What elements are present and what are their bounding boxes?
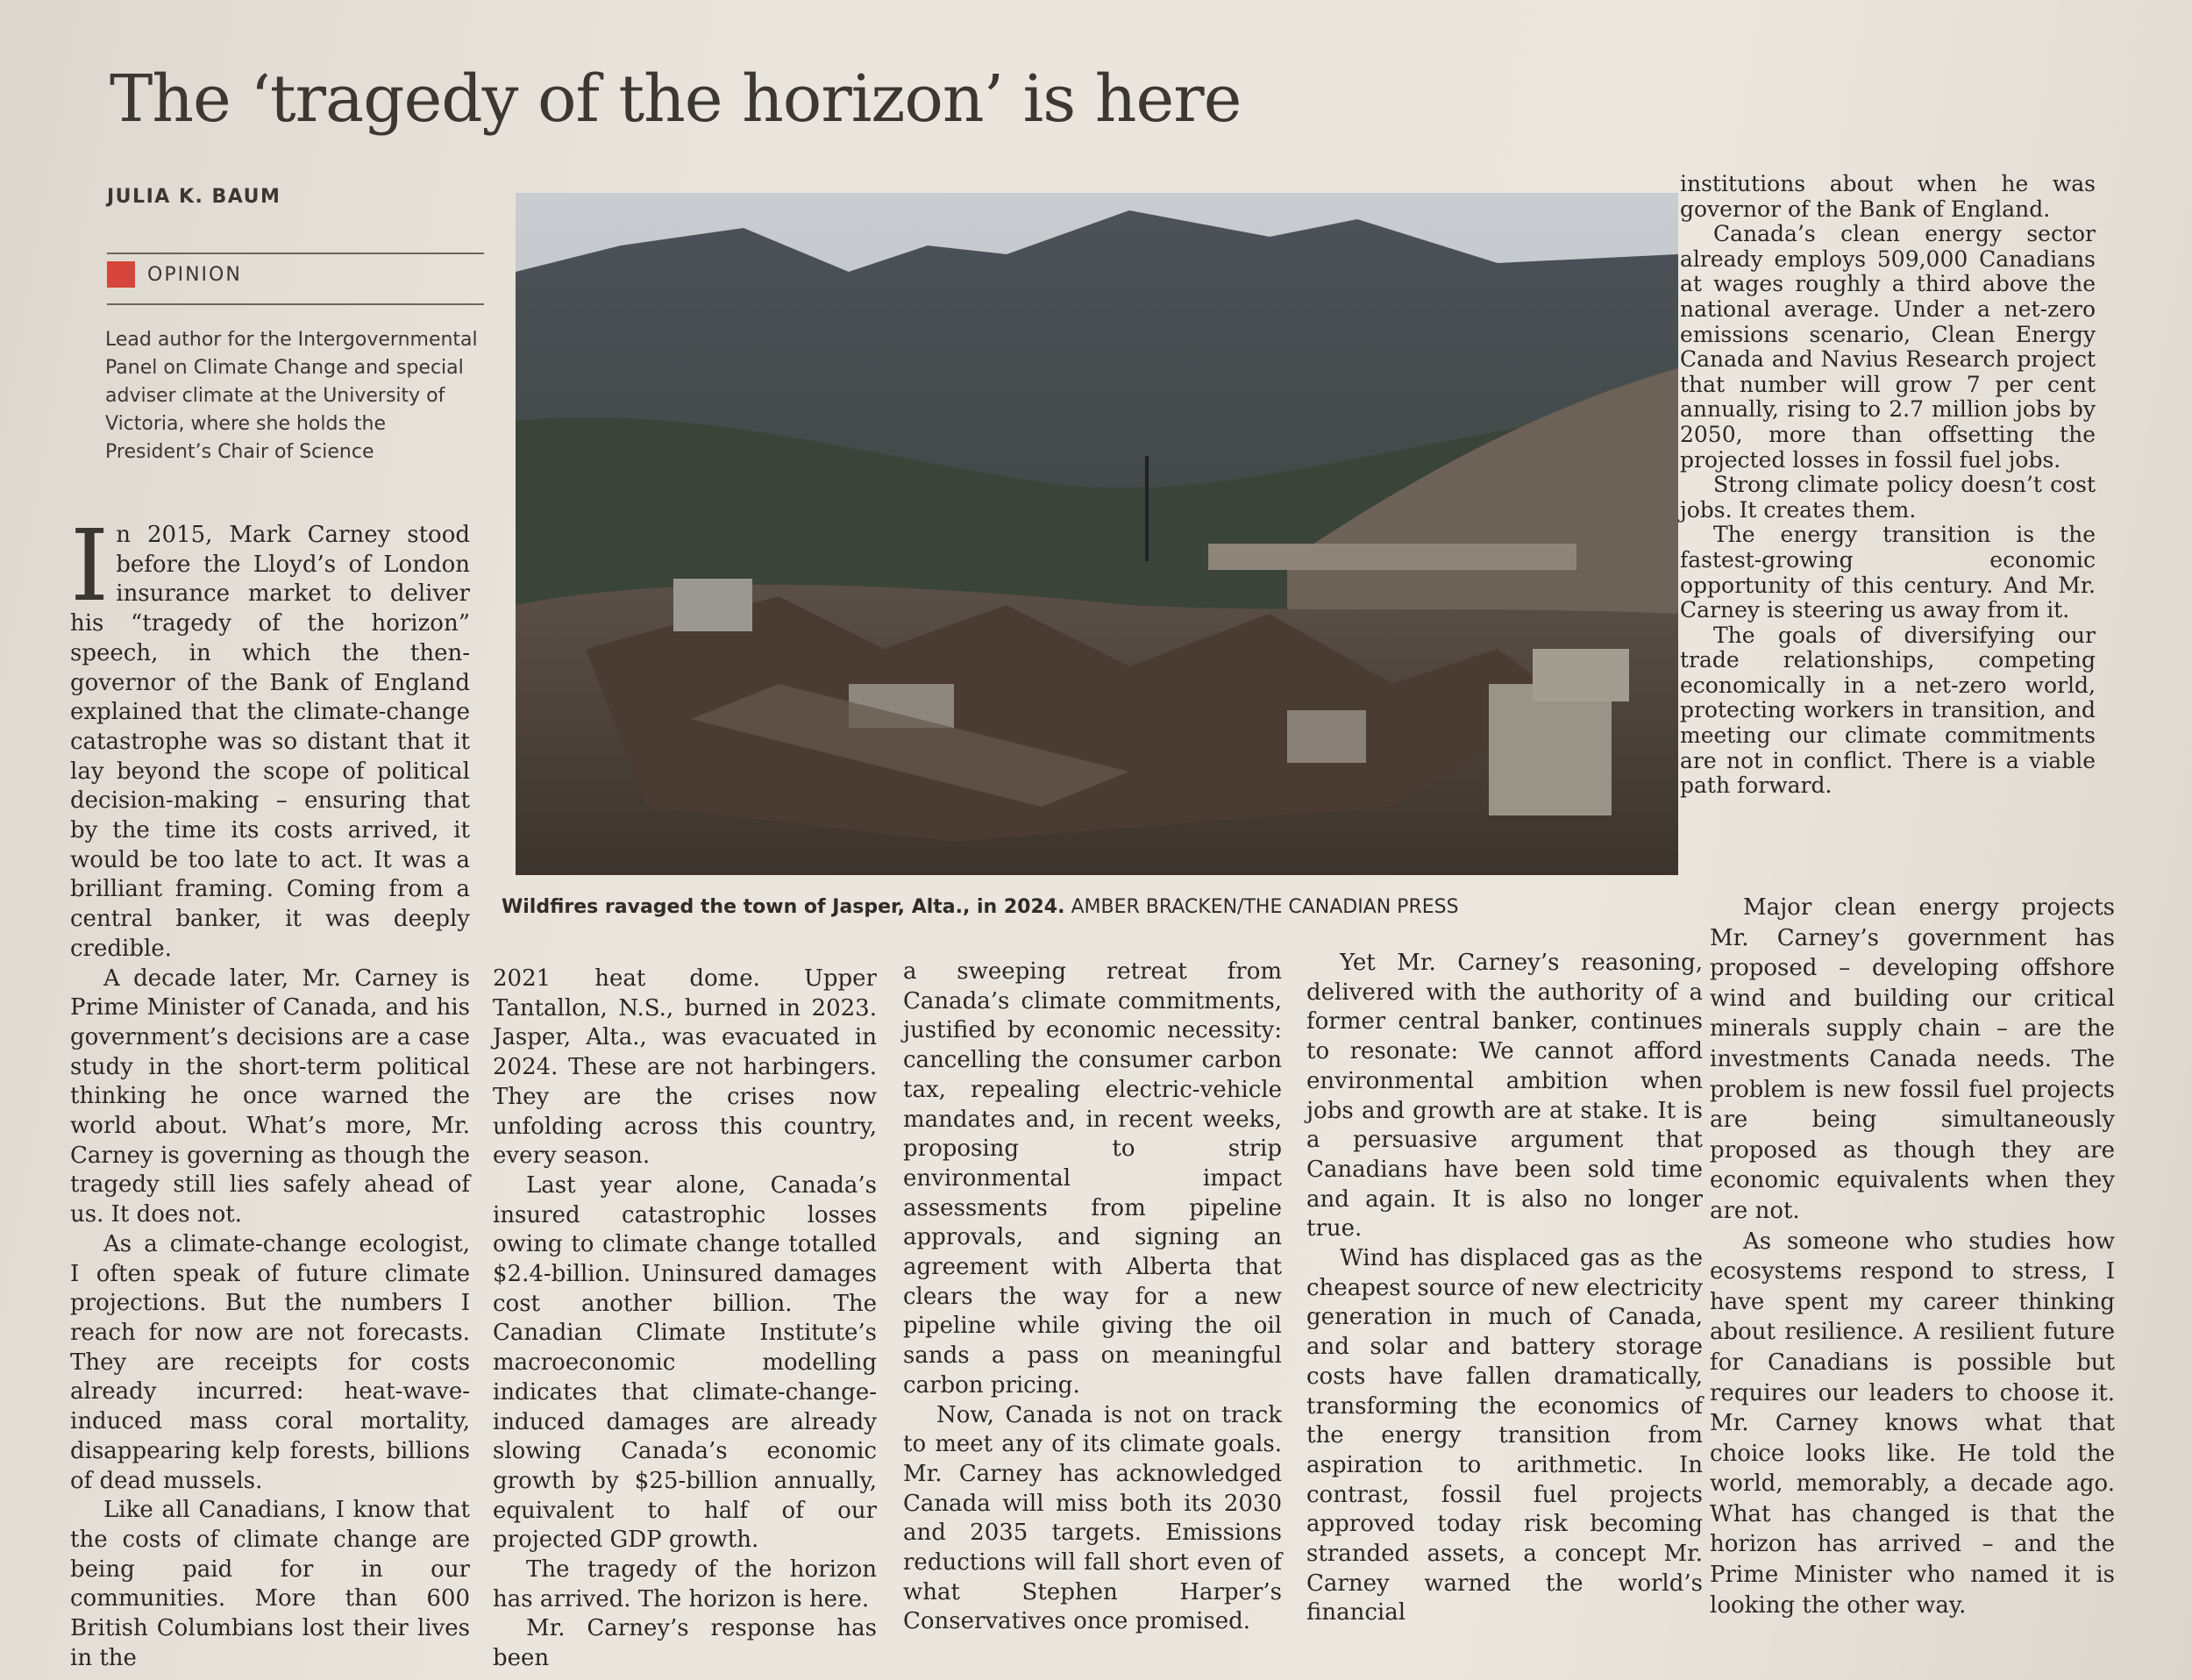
section-tag: [107, 261, 242, 288]
paragraph: Yet Mr. Carney’s reasoning, delivered with the authority of a former central banker, continues to resonate: We cannot afford environmental ambition when jobs and growth are at stake. It is a persuasive argument that Canadians have been sold time and again. It is also no longer true.: [1306, 950, 1703, 1242]
paragraph: In 2015, Mark Carney stood before the Lloyd’s of London insurance market to deliver his “tragedy of the horizon” speech, in which the then-governor of the Bank of England explained that the climate-change catastrophe was so distant that it lay beyond the scope of political decision-making – ensuring that by the time its costs arrived, it would be too late to act. It was a brilliant framing. Coming from a central banker, it was deeply credible.: [70, 509, 470, 962]
news-photo: [516, 193, 1678, 875]
paragraph: As a climate-change ecologist, I often speak of future climate projections. But the numbers I reach for now are not forecasts. They are receipts for costs already incurred: heat-wave-induced mass coral mortality, disappearing kelp forests, billions of dead mussels.: [70, 1230, 470, 1494]
photo-credit: AMBER BRACKEN/THE CANADIAN PRESS: [1071, 896, 1459, 918]
photo-caption: [502, 896, 1694, 918]
column-1: [70, 509, 470, 1673]
paragraph: Wind has displaced gas as the cheapest source of new electricity generation in much of Canada, and solar and battery storage costs have fallen dramatically, transforming the economics of the energy transition from aspiration to arithmetic. In contrast, fossil fuel projects approved today risk becoming stranded assets, a concept Mr. Carney warned the world’s financial: [1306, 1245, 1703, 1627]
byline: JULIA K. BAUM: [107, 186, 281, 208]
paragraph: The tragedy of the horizon has arrived. The horizon is here.: [493, 1556, 877, 1612]
column-2: [493, 965, 877, 1674]
paragraph: Now, Canada is not on track to meet any of its climate goals. Mr. Carney has acknowledged Canada will miss both its 2030 and 2035 targets. Emissions reductions will fall short even of what Stephen Harper’s Conservatives once promised.: [903, 1401, 1282, 1635]
column-5-top: [1680, 172, 2096, 799]
drop-cap: I: [70, 509, 110, 623]
paragraph: Mr. Carney’s response has been: [493, 1615, 877, 1672]
paragraph: Major clean energy projects Mr. Carney’s government has proposed – developing offshore wind and building our critical minerals supply chain – are the investments Canada needs. The problem is new fossil fuel projects are being simultaneously proposed as though they are economic equivalents when they are not.: [1710, 894, 2115, 1224]
section-tag-label: OPINION: [147, 263, 242, 286]
caption-text: Wildfires ravaged the town of Jasper, Alta., in 2024.: [502, 896, 1065, 918]
column-3: [903, 957, 1282, 1637]
column-5-bottom: [1710, 893, 2115, 1620]
headline: The ‘tragedy of the horizon’ is here: [110, 61, 1242, 137]
column-4: [1306, 949, 1703, 1628]
opinion-square-icon: [107, 261, 135, 288]
paragraph: 2021 heat dome. Upper Tantallon, N.S., burned in 2023. Jasper, Alta., was evacuated in 2024. These are not harbingers. They are the crises now unfolding across this country, every season.: [493, 965, 877, 1170]
paragraph: Last year alone, Canada’s insured catastrophic losses owing to climate change totalled $2.4-billion. Uninsured damages cost another billion. The Canadian Climate Institute’s macroeconomic modelling indicates that climate-change-induced damages are already slowing Canada’s economic growth by $25-billion annually, equivalent to half of our projected GDP growth.: [493, 1171, 877, 1554]
paragraph: A decade later, Mr. Carney is Prime Minister of Canada, and his government’s decisions are a case study in the short-term political thinking he once warned the world about. What’s more, Mr. Carney is governing as though the tragedy still lies safely ahead of us. It does not.: [70, 965, 470, 1228]
paragraph: Like all Canadians, I know that the costs of climate change are being paid for in our communities. More than 600 British Columbians lost their lives in the: [70, 1497, 470, 1671]
paragraph: institutions about when he was governor of the Bank of England.: [1680, 171, 2096, 222]
rule-top: [107, 253, 484, 254]
paragraph: Strong climate policy doesn’t cost jobs. It creates them.: [1680, 472, 2096, 523]
paragraph: a sweeping retreat from Canada’s climate commitments, justified by economic necessity: cancelling the consumer carbon tax, repealing electric-vehicle mandates and, in recent weeks, proposing to strip environmental impact assessments from pipeline approvals, and signing an agreement with Alberta that clears the way for a new pipeline while giving the oil sands a pass on meaningful carbon pricing.: [903, 958, 1282, 1399]
rule-bottom: [107, 303, 484, 305]
paragraph: The energy transition is the fastest-growing economic opportunity of this century. And Mr. Carney is steering us away from it.: [1680, 522, 2096, 623]
wildfire-ruins-image: [516, 193, 1678, 875]
paragraph: The goals of diversifying our trade relationships, competing economically in a net-zero world, protecting workers in transition, and meeting our climate commitments are not in conflict. There is a viable path forward.: [1680, 622, 2096, 799]
paragraph: As someone who studies how ecosystems respond to stress, I have spent my career thinking about resilience. A resilient future for Canadians is possible but requires our leaders to choose it. Mr. Carney knows what that choice looks like. He told the world, memorably, a decade ago. What has changed is that the horizon has arrived – and the Prime Minister who named it is looking the other way.: [1710, 1228, 2115, 1619]
paragraph: Canada’s clean energy sector already employs 509,000 Canadians at wages roughly a third above the national average. Under a net-zero emissions scenario, Clean Energy Canada and Navius Research project that number will grow 7 per cent annually, rising to 2.7 million jobs by 2050, more than offsetting the projected losses in fossil fuel jobs.: [1680, 221, 2096, 473]
author-bio: Lead author for the Intergovernmental Panel on Climate Change and special adviser climate at the University of Victoria, where she holds the President’s Chair of Science: [105, 329, 478, 463]
